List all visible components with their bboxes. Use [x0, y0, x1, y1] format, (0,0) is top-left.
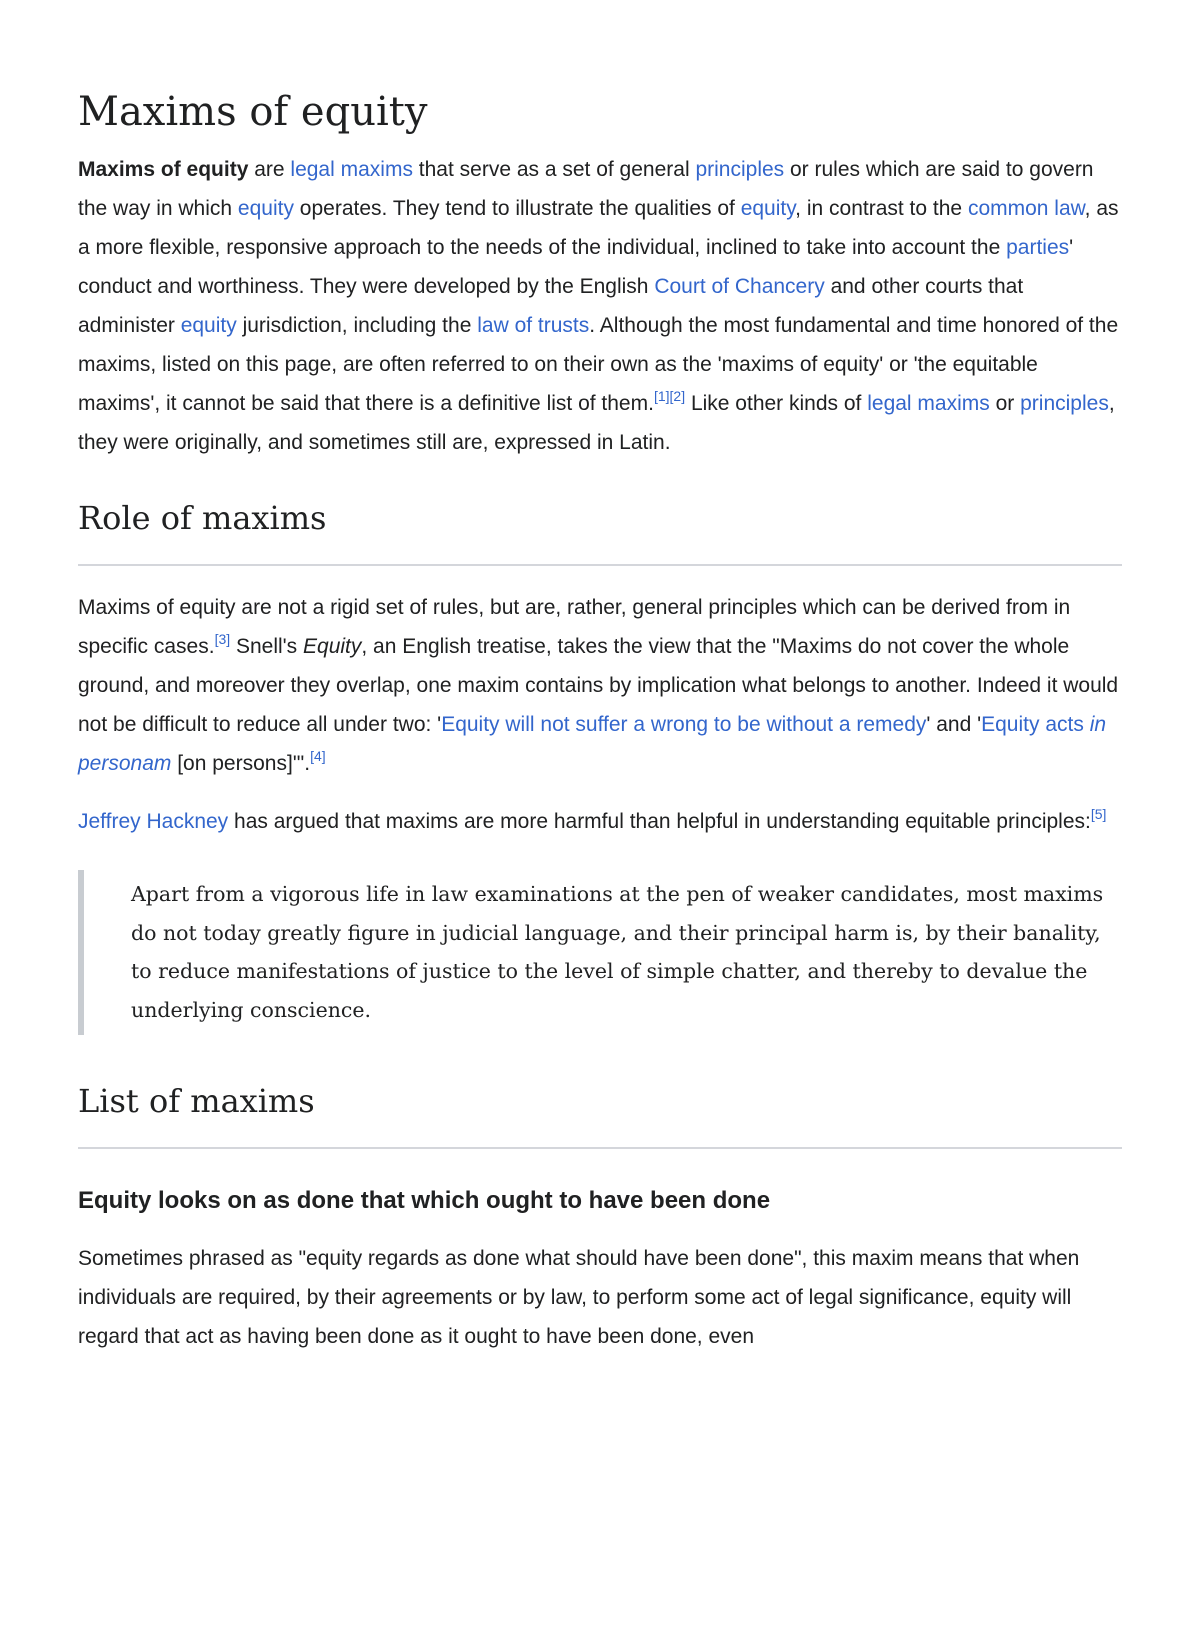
link-legal-maxims[interactable]: legal maxims: [867, 392, 990, 415]
link-text-italic: in personam: [78, 713, 1107, 775]
page-title: Maxims of equity: [78, 89, 428, 135]
link-principles[interactable]: principles: [1020, 392, 1109, 415]
text: operates. They tend to illustrate the qualities of: [293, 197, 741, 220]
text: jurisdiction, including the: [236, 314, 478, 337]
citation: [654, 388, 685, 404]
text: [on persons]'".: [171, 752, 311, 775]
citation: [1091, 806, 1107, 822]
quote-text: Apart from a vigorous life in law examinations at the pen of weaker candidates, most maxims do not today greatly figure in judicial language, and their principal harm is, by their banality, to reduce manifestations of justice to the level of simple chatter, and thereby to devalue the underlying conscience.: [131, 882, 1104, 1022]
text: Snell's: [230, 635, 304, 658]
text: that serve as a set of general: [412, 158, 696, 181]
book-title: Equity: [303, 635, 362, 658]
link-equity-will-not-suffer-a-wrong[interactable]: Equity will not suffer a wrong to be without a remedy: [441, 713, 927, 736]
citation: [215, 631, 231, 647]
link-common-law[interactable]: common law: [967, 197, 1085, 220]
section-heading-role-of-maxims: Role of maxims: [78, 496, 1122, 566]
text: has argued that maxims are more harmful than helpful in understanding equitable principles:: [228, 810, 1091, 833]
role-paragraph-1: [78, 588, 1122, 783]
link-equity[interactable]: equity: [180, 314, 237, 337]
text: ' and ': [926, 713, 982, 736]
intro-paragraph: [78, 150, 1122, 462]
text: or: [989, 392, 1021, 415]
text: or rules which are said to govern the way in which: [78, 158, 1094, 220]
link-equity[interactable]: equity: [740, 197, 796, 220]
link-jeffrey-hackney[interactable]: Jeffrey Hackney: [78, 810, 229, 833]
list-paragraph-1: Sometimes phrased as "equity regards as done what should have been done", this maxim means that when individuals are required, by their agreements or by law, to perform some act of legal significance, equity will regard that act as having been done as it ought to have been done, even: [78, 1247, 1080, 1348]
citation: [310, 748, 326, 764]
link-legal-maxims[interactable]: legal maxims: [290, 158, 413, 181]
subsection-heading: Equity looks on as done that which ought to have been done: [78, 1187, 771, 1214]
link-law-of-trusts[interactable]: law of trusts: [477, 314, 590, 337]
text: are: [248, 158, 291, 181]
citation-link-5[interactable]: [5]: [1090, 806, 1107, 822]
citation-link-4[interactable]: [4]: [310, 748, 326, 764]
bold-term: Maxims of equity: [78, 158, 249, 181]
text: Maxims of equity are not a rigid set of rules, but are, rather, general principles which can be derived from in specific cases.: [78, 596, 1071, 658]
link-principles[interactable]: principles: [695, 158, 785, 181]
text: , in contrast to the: [795, 197, 968, 220]
link-court-of-chancery[interactable]: Court of Chancery: [654, 275, 825, 298]
text: , an English treatise, takes the view that the "Maxims do not cover the whole ground, and moreover they overlap, one maxim contains by implication what belongs to another. Indeed it would not be difficult to reduce all under two: ': [78, 635, 1119, 736]
text: , they were originally, and sometimes still are, expressed in Latin.: [78, 392, 1115, 454]
citation-link-1[interactable]: [1]: [653, 388, 670, 404]
role-paragraph-2: [78, 802, 1122, 841]
article: [0, 88, 1200, 1356]
link-equity[interactable]: equity: [237, 197, 294, 220]
text: and other courts that administer: [78, 275, 1024, 337]
link-text: Equity acts: [981, 713, 1090, 736]
blockquote: [78, 870, 1122, 1035]
citation-link-2[interactable]: [2]: [669, 388, 686, 404]
text: Like other kinds of: [685, 392, 868, 415]
citation-link-3[interactable]: [3]: [214, 631, 231, 647]
text: ' conduct and worthiness. They were developed by the English: [78, 236, 1074, 298]
section-heading-list-of-maxims: List of maxims: [78, 1079, 1122, 1149]
text: , as a more flexible, responsive approach to the needs of the individual, inclined to take into account the: [78, 197, 1119, 259]
text: . Although the most fundamental and time honored of the maxims, listed on this page, are often referred to on their own as the 'maxims of equity' or 'the equitable maxims', it cannot be said that there is a definitive list of them.: [78, 314, 1119, 415]
link-parties[interactable]: parties: [1006, 236, 1070, 259]
